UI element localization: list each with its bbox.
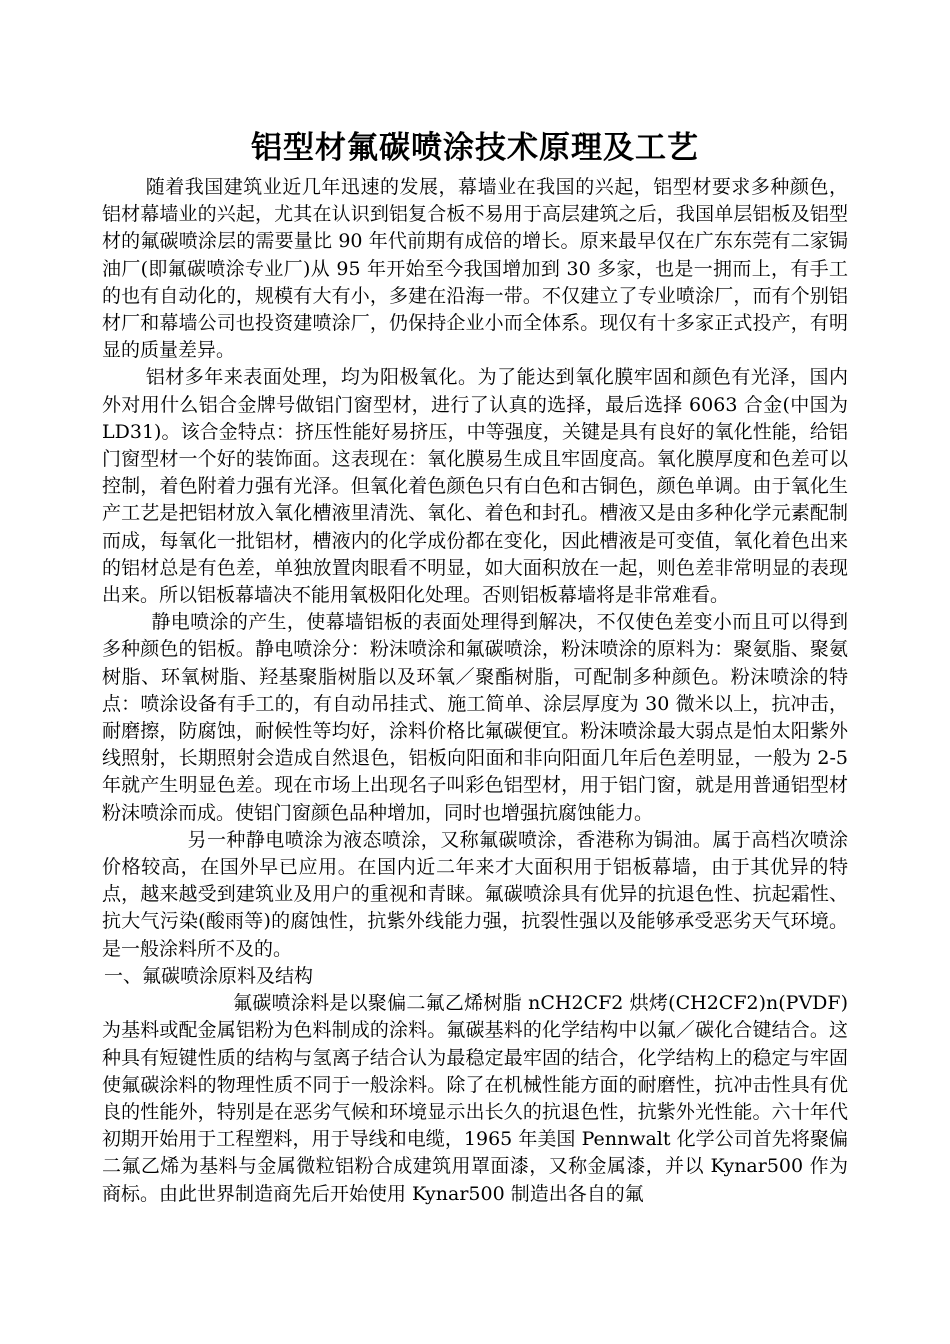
section-heading-raw-materials: 一、氟碳喷涂原料及结构	[104, 964, 314, 987]
paragraph-fluorocarbon-spraying: 另一种静电喷涂为液态喷涂，又称氟碳喷涂，香港称为锔油。属于高档次喷涂价格较高，在国外早已应用。在国内近二年来才大面积用于铝板幕墙，由于其优异的特点，越来越受到建筑业及用户的重视和青睐。氟碳喷涂具有优异的抗退色性、抗起霜性、抗大气污染(酸雨等)的腐蚀性，抗紫外线能力强，抗裂性强以及能够承受恶劣天气环境。是一般涂料所不及的。	[102, 828, 848, 960]
paragraph-anodizing: 铝材多年来表面处理，均为阳极氧化。为了能达到氧化膜牢固和颜色有光泽，国内外对用什么铝合金牌号做铝门窗型材，进行了认真的选择，最后选择 6063 合金(中国为 LD31)。该合金特点：挤压性能好易挤压，中等强度，关键是具有良好的氧化性能，给铝门窗型材一个好的装饰面。这表现在：氧化膜易生成且牢固度高。氧化膜厚度和色差可以控制，着色附着力强有光泽。但氧化着色颜色只有白色和古铜色，颜色单调。由于氧化生产工艺是把铝材放入氧化槽液里清洗、氧化、着色和封孔。槽液又是由多种化学元素配制而成，每氧化一批铝材，槽液内的化学成份都在变化，因此槽液是可变值，氧化着色出来的铝材总是有色差，单独放置肉眼看不明显，如大面积放在一起，则色差非常明显的表现出来。所以铝板幕墙决不能用氧极阳化处理。否则铝板幕墙将是非常难看。	[102, 366, 848, 607]
paragraph-intro: 随着我国建筑业近几年迅速的发展，幕墙业在我国的兴起，铝型材要求多种颜色，铝材幕墙业的兴起，尤其在认识到铝复合板不易用于高层建筑之后，我国单层铝板及铝型材的氟碳喷涂层的需要量比 90 年代前期有成倍的增长。原来最早仅在广东东莞有二家锔油厂(即氟碳喷涂专业厂)从 95 年开始至今我国增加到 30 多家，也是一拥而上，有手工的也有自动化的，规模有大有小，多建在沿海一带。不仅建立了专业喷涂厂，而有个别铝材厂和幕墙公司也投资建喷涂厂，仍保持企业小而全体系。现仅有十多家正式投产，有明显的质量差异。	[102, 176, 848, 362]
paragraph-raw-materials: 氟碳喷涂料是以聚偏二氟乙烯树脂 nCH2CF2 烘烤(CH2CF2)n(PVDF)为基料或配金属铝粉为色料制成的涂料。氟碳基料的化学结构中以氟／碳化合键结合。这种具有短键性质的结构与氢离子结合认为最稳定最牢固的结合，化学结构上的稳定与牢固使氟碳涂料的物理性质不同于一般涂料。除了在机械性能方面的耐磨性，抗冲击性具有优良的性能外，特别是在恶劣气候和环境显示出长久的抗退色性，抗紫外光性能。六十年代初期开始用于工程塑料，用于导线和电缆，1965 年美国 Pennwalt 化学公司首先将聚偏二氟乙烯为基料与金属微粒铝粉合成建筑用罩面漆，又称金属漆，并以 Kynar500 作为商标。由此世界制造商先后开始使用 Kynar500 制造出各自的氟	[102, 992, 848, 1205]
paragraph-electrostatic-spraying: 静电喷涂的产生，使幕墙铝板的表面处理得到解决，不仅使色差变小而且可以得到多种颜色的铝板。静电喷涂分：粉沫喷涂和氟碳喷涂，粉沫喷涂的原料为：聚氨脂、聚氨树脂、环氧树脂、羟基聚脂树脂以及环氧／聚酯树脂，可配制多种颜色。粉沫喷涂的特点：喷涂设备有手工的，有自动吊挂式、施工简单、涂层厚度为 30 微米以上，抗冲击，耐磨擦，防腐蚀，耐候性等均好，涂料价格比氟碳便宜。粉沫喷涂最大弱点是怕太阳紫外线照射，长期照射会造成自然退色，铝板向阳面和非向阳面几年后色差明显，一般为 2-5 年就产生明显色差。现在市场上出现名子叫彩色铝型材，用于铝门窗，就是用普通铝型材粉沫喷涂而成。使铝门窗颜色品种增加，同时也增强抗腐蚀能力。	[102, 611, 848, 824]
document-title: 铝型材氟碳喷涂技术原理及工艺	[251, 130, 699, 166]
document-body	[102, 128, 848, 1208]
